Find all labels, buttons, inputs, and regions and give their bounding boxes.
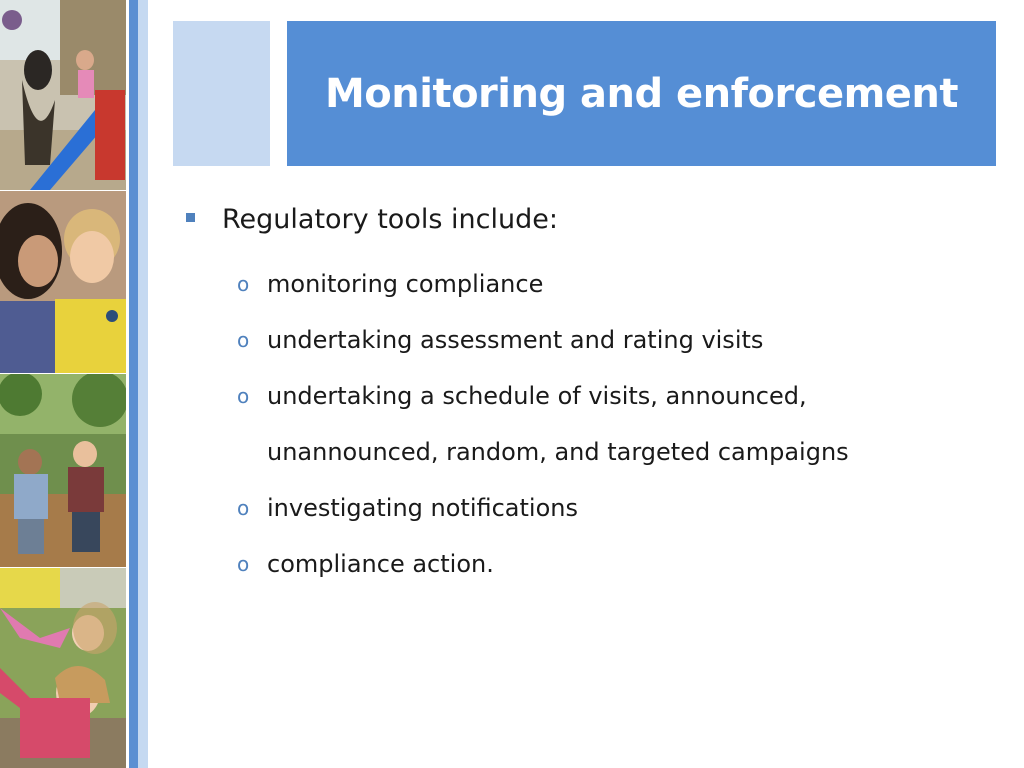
sub-bullet-item xyxy=(185,480,985,536)
sub-bullet-continuation xyxy=(185,424,985,480)
divider-stripe-blue xyxy=(129,0,138,768)
sub-bullet-text: undertaking assessment and rating visits xyxy=(267,326,764,354)
sub-bullet-text: monitoring compliance xyxy=(267,270,544,298)
slide-body xyxy=(185,200,985,592)
bullet-text: Regulatory tools include: xyxy=(222,204,558,235)
circle-bullet-icon: o xyxy=(237,552,250,576)
slide-title: Monitoring and enforcement xyxy=(324,70,959,117)
sub-bullet-item xyxy=(185,368,985,424)
sub-bullet-list xyxy=(185,256,985,592)
photo-girls-swinging xyxy=(0,568,126,768)
circle-bullet-icon: o xyxy=(237,272,250,296)
photo-children-outdoors xyxy=(0,374,126,567)
photo-strip xyxy=(0,0,126,768)
divider-stripe-light xyxy=(138,0,148,768)
sub-bullet-text: compliance action. xyxy=(267,550,494,578)
sub-bullet-text: unannounced, random, and targeted campaigns xyxy=(267,438,849,466)
square-bullet-icon xyxy=(186,213,195,222)
sub-bullet-item xyxy=(185,256,985,312)
photo-two-children xyxy=(0,191,126,373)
bullet-item xyxy=(185,200,985,240)
title-accent-block xyxy=(173,21,270,166)
circle-bullet-icon: o xyxy=(237,384,250,408)
sub-bullet-text: undertaking a schedule of visits, announced, xyxy=(267,382,807,410)
circle-bullet-icon: o xyxy=(237,328,250,352)
sub-bullet-item xyxy=(185,312,985,368)
title-bar xyxy=(287,21,996,166)
sub-bullet-item xyxy=(185,536,985,592)
photo-playground-slide xyxy=(0,0,126,190)
circle-bullet-icon: o xyxy=(237,496,250,520)
sub-bullet-text: investigating notifications xyxy=(267,494,578,522)
